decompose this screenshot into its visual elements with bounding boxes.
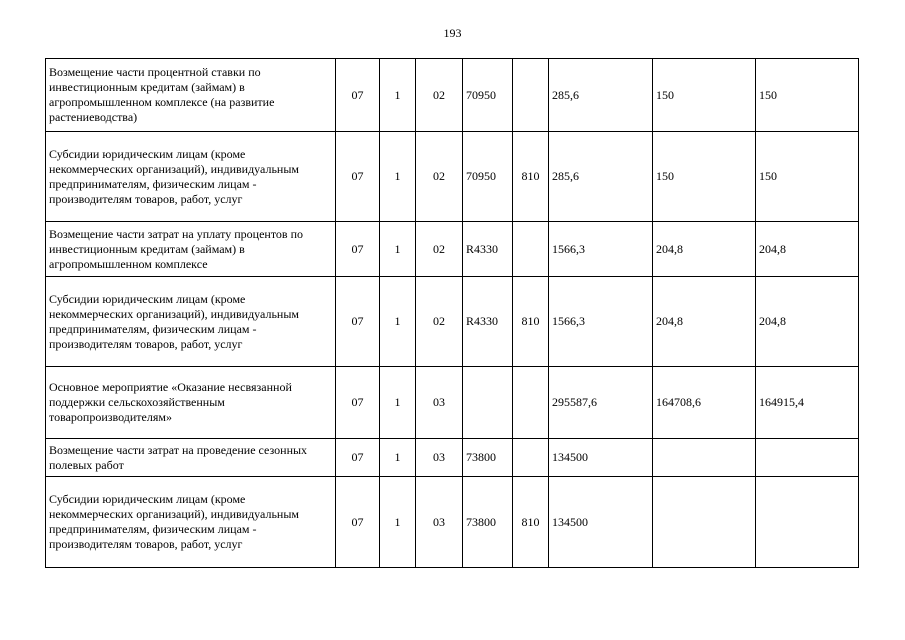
code-program: 02 (416, 132, 463, 222)
code-target: R4330 (463, 277, 513, 367)
amount-year2: 204,8 (653, 222, 756, 277)
code-program: 02 (416, 59, 463, 132)
code-section: 07 (336, 367, 380, 439)
code-target: 70950 (463, 132, 513, 222)
amount-year1: 134500 (549, 439, 653, 477)
table-row (46, 439, 859, 477)
code-program: 03 (416, 477, 463, 568)
row-name: Возмещение части затрат на уплату процентов по инвестиционным кредитам (займам) в агропромышленном комплексе (46, 222, 336, 277)
code-subsection: 1 (380, 132, 416, 222)
amount-year1: 285,6 (549, 132, 653, 222)
table-row (46, 367, 859, 439)
code-subsection: 1 (380, 477, 416, 568)
code-program: 02 (416, 222, 463, 277)
code-section: 07 (336, 277, 380, 367)
amount-year3 (756, 439, 859, 477)
row-name: Возмещение части затрат на проведение сезонных полевых работ (46, 439, 336, 477)
amount-year2 (653, 439, 756, 477)
amount-year1: 134500 (549, 477, 653, 568)
code-program: 03 (416, 439, 463, 477)
code-subsection: 1 (380, 439, 416, 477)
table-row (46, 222, 859, 277)
code-expense-type: 810 (513, 477, 549, 568)
amount-year2 (653, 477, 756, 568)
code-expense-type (513, 59, 549, 132)
budget-table (45, 58, 859, 568)
code-expense-type: 810 (513, 277, 549, 367)
table-row (46, 132, 859, 222)
amount-year1: 1566,3 (549, 277, 653, 367)
table-row (46, 59, 859, 132)
amount-year1: 295587,6 (549, 367, 653, 439)
code-subsection: 1 (380, 367, 416, 439)
amount-year3 (756, 477, 859, 568)
amount-year1: 1566,3 (549, 222, 653, 277)
page-number: 193 (443, 26, 462, 40)
amount-year3: 164915,4 (756, 367, 859, 439)
code-subsection: 1 (380, 277, 416, 367)
row-name: Субсидии юридическим лицам (кроме некоммерческих организаций), индивидуальным предпринимателям, физическим лицам - производителям товаров, работ, услуг (46, 132, 336, 222)
code-section: 07 (336, 477, 380, 568)
code-expense-type (513, 367, 549, 439)
row-name: Субсидии юридическим лицам (кроме некоммерческих организаций), индивидуальным предпринимателям, физическим лицам - производителям товаров, работ, услуг (46, 277, 336, 367)
amount-year2: 164708,6 (653, 367, 756, 439)
code-section: 07 (336, 59, 380, 132)
code-expense-type: 810 (513, 132, 549, 222)
code-section: 07 (336, 132, 380, 222)
row-name: Основное мероприятие «Оказание несвязанной поддержки сельскохозяйственным товаропроизводителям» (46, 367, 336, 439)
amount-year3: 150 (756, 132, 859, 222)
code-subsection: 1 (380, 222, 416, 277)
code-program: 02 (416, 277, 463, 367)
code-target: 70950 (463, 59, 513, 132)
code-target (463, 367, 513, 439)
amount-year2: 150 (653, 132, 756, 222)
code-subsection: 1 (380, 59, 416, 132)
code-target: R4330 (463, 222, 513, 277)
code-program: 03 (416, 367, 463, 439)
row-name: Возмещение части процентной ставки по инвестиционным кредитам (займам) в агропромышленном комплексе (на развитие растениеводства) (46, 59, 336, 132)
amount-year3: 204,8 (756, 222, 859, 277)
table-row (46, 477, 859, 568)
code-target: 73800 (463, 439, 513, 477)
row-name: Субсидии юридическим лицам (кроме некоммерческих организаций), индивидуальным предпринимателям, физическим лицам - производителям товаров, работ, услуг (46, 477, 336, 568)
amount-year2: 150 (653, 59, 756, 132)
code-section: 07 (336, 222, 380, 277)
code-section: 07 (336, 439, 380, 477)
code-expense-type (513, 439, 549, 477)
code-expense-type (513, 222, 549, 277)
amount-year3: 150 (756, 59, 859, 132)
amount-year3: 204,8 (756, 277, 859, 367)
code-target: 73800 (463, 477, 513, 568)
amount-year1: 285,6 (549, 59, 653, 132)
amount-year2: 204,8 (653, 277, 756, 367)
table-row (46, 277, 859, 367)
